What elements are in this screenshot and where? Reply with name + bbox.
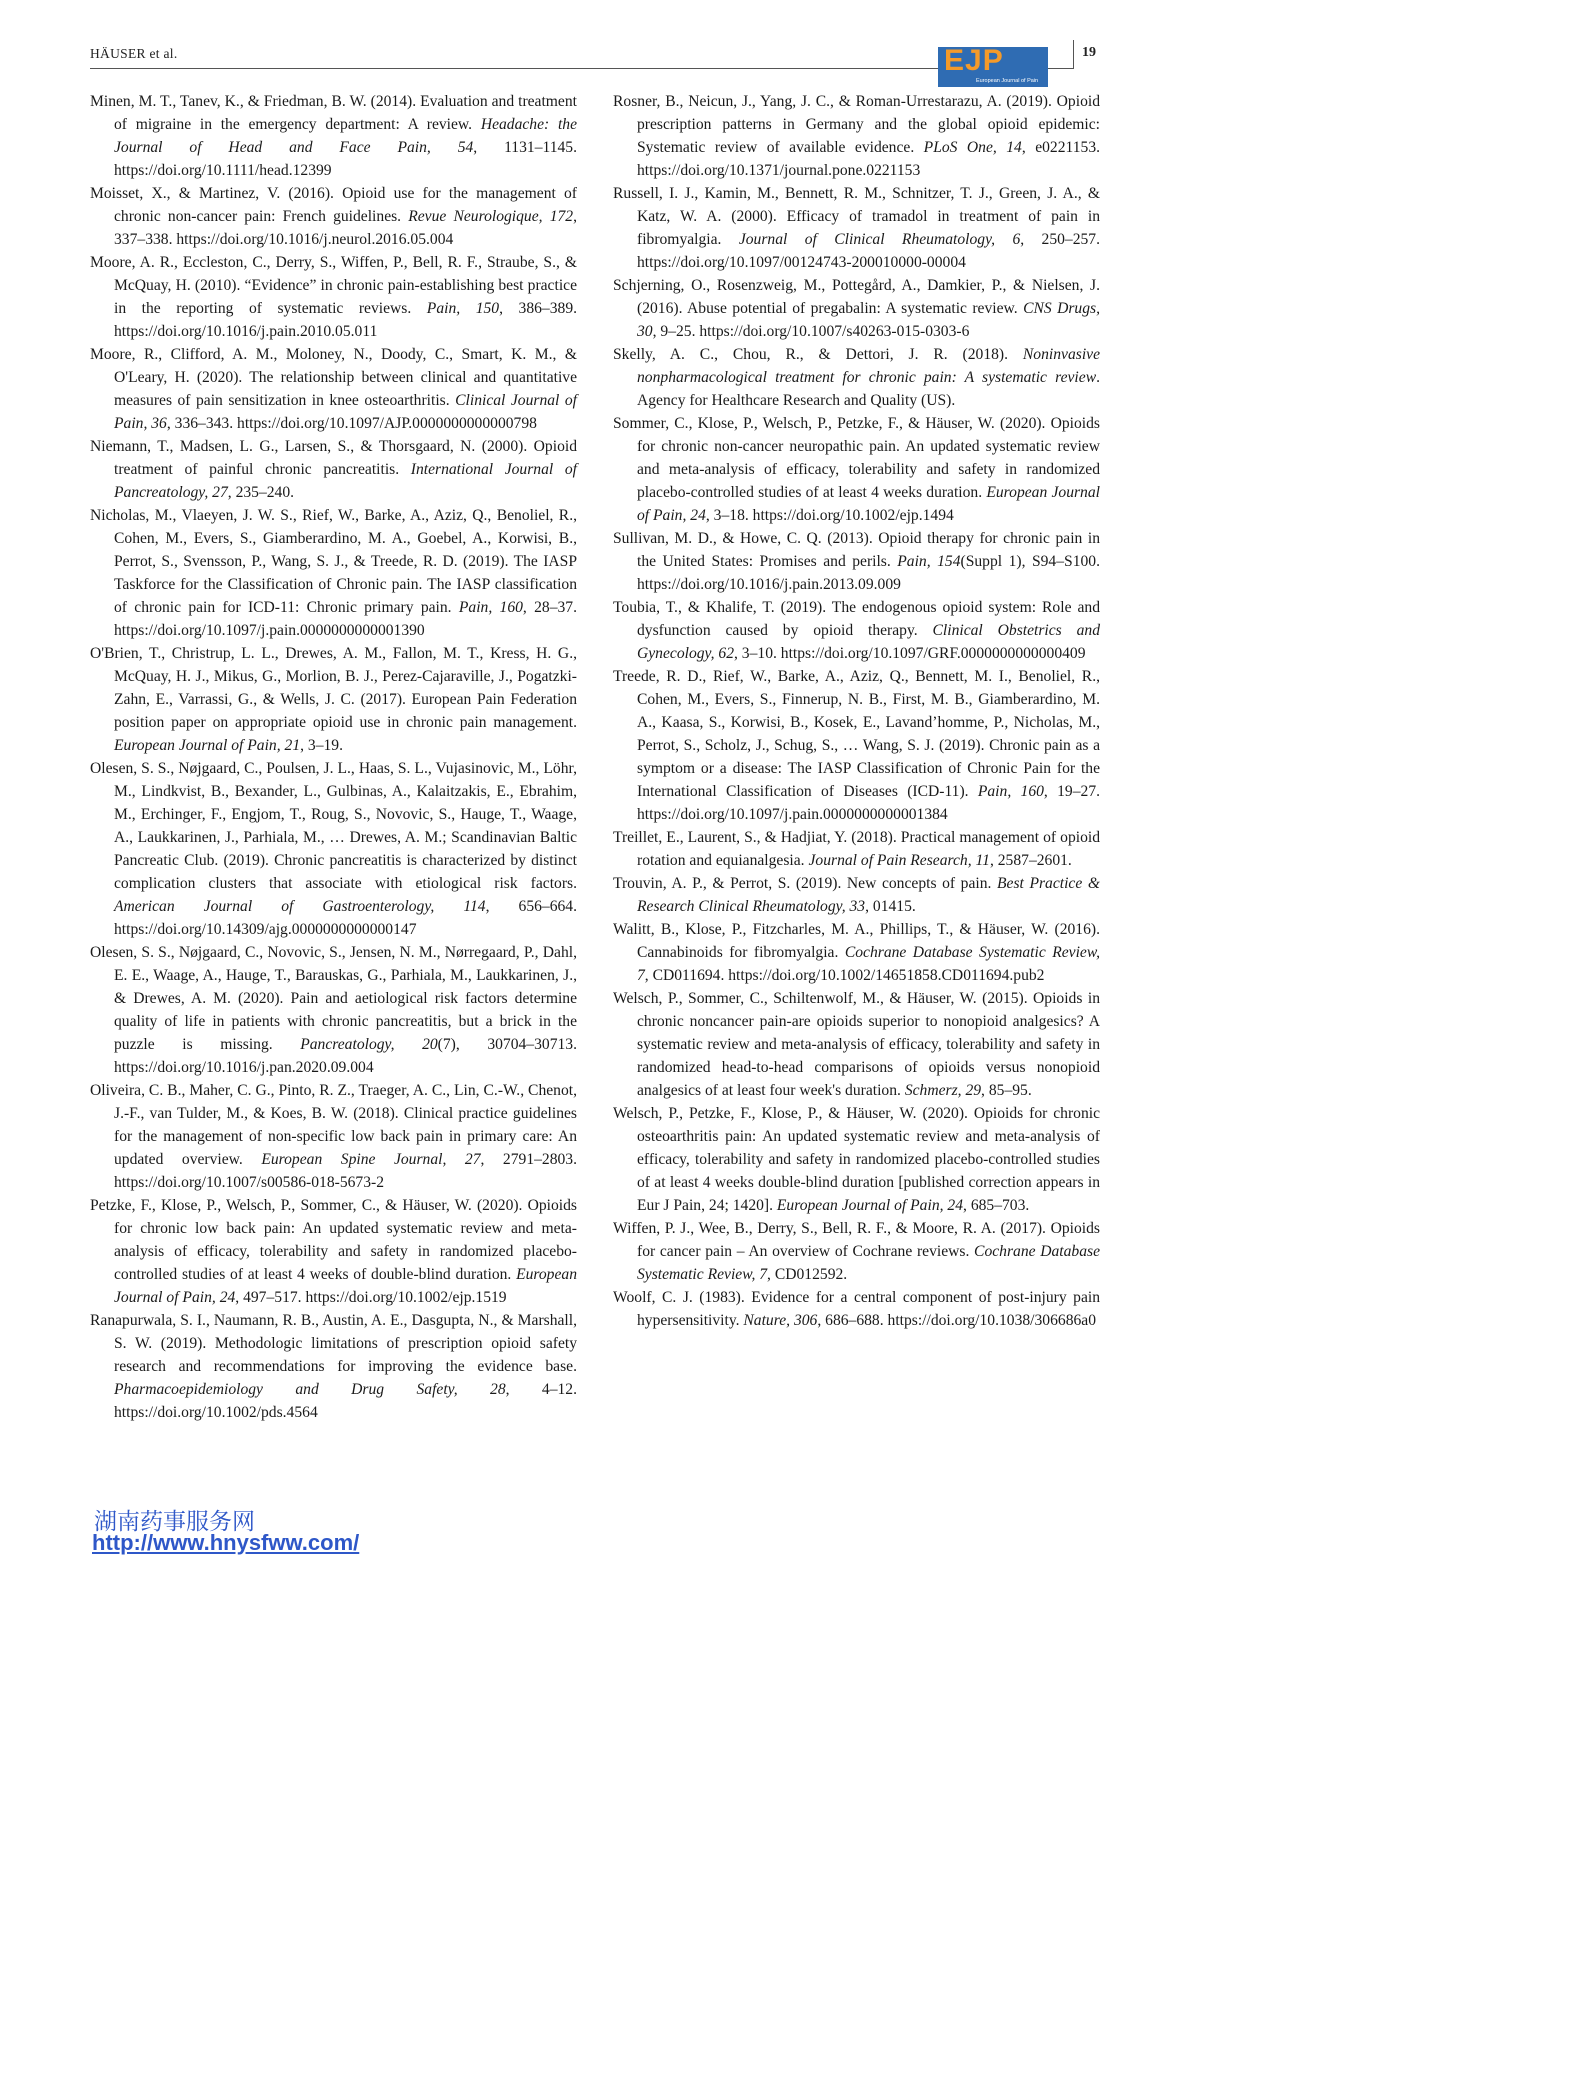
reference-text: Petzke, F., Klose, P., Welsch, P., Sommer, C., & Häuser, W. (2020). Opioids for chronic low back pain: An updated systematic review and meta-analysis of efficacy, tolerability and safety in randomized placebo-controlled studies of at least 4 weeks of double-blind duration. xyxy=(90,1197,577,1283)
reference-journal: American Journal of Gastroenterology xyxy=(114,898,431,915)
reference-pages-doi: , CD012592. xyxy=(767,1266,848,1283)
reference-text: Russell, I. J., Kamin, M., Bennett, R. M., Schnitzer, T. J., Green, J. A., & Katz, W. A. (2000). Efficacy of tramadol in treatment of pain in fibromyalgia. xyxy=(613,185,1100,248)
reference-text: Skelly, A. C., Chou, R., & Dettori, J. R. (2018). xyxy=(613,346,1023,363)
reference-separator: , xyxy=(426,139,458,156)
page-number: 19 xyxy=(1082,45,1096,60)
reference-entry xyxy=(90,941,577,1079)
reference-pages-doi: , 386–389. https://doi.org/10.1016/j.pain.2010.05.011 xyxy=(114,300,578,340)
reference-journal: European Journal of Pain xyxy=(114,1266,577,1306)
reference-pages-doi: , 28–37. https://doi.org/10.1097/j.pain.0000000000001390 xyxy=(114,599,577,639)
reference-entry xyxy=(613,274,1100,343)
reference-separator: , xyxy=(991,231,1013,248)
reference-pages-doi: , 686–688. https://doi.org/10.1038/306686a0 xyxy=(817,1312,1097,1329)
reference-text: Treillet, E., Laurent, S., & Hadjiat, Y. (2018). Practical management of opioid rotation and equianalgesia. xyxy=(613,829,1100,869)
reference-separator: , xyxy=(143,415,152,432)
reference-volume: 150 xyxy=(475,300,500,317)
journal-logo-subtitle: European Journal of Pain xyxy=(976,78,1039,84)
reference-separator: , xyxy=(926,553,938,570)
reference-volume: 6 xyxy=(1012,231,1021,248)
watermark-site-name: 湖南药事服务网 xyxy=(94,1509,255,1535)
reference-entry xyxy=(613,412,1100,527)
reference-separator: , xyxy=(682,507,691,524)
reference-pages-doi: , 235–240. xyxy=(227,484,295,501)
reference-volume: 27 xyxy=(464,1151,481,1168)
reference-volume: 27 xyxy=(212,484,228,501)
reference-journal: Pharmacoepidemiology and Drug Safety xyxy=(114,1381,454,1398)
reference-entry xyxy=(90,251,577,343)
reference-journal: European Journal of Pain xyxy=(114,737,277,754)
reference-volume: 172 xyxy=(549,208,574,225)
reference-journal: Best Practice & Research Clinical Rheumatology xyxy=(637,875,1100,915)
reference-volume: 7 xyxy=(759,1266,768,1283)
reference-entry xyxy=(90,757,577,941)
reference-pages-doi: , 497–517. https://doi.org/10.1002/ejp.1519 xyxy=(235,1289,507,1306)
reference-volume: 11 xyxy=(975,852,990,869)
reference-journal: CNS Drugs xyxy=(1023,300,1097,317)
reference-text: Niemann, T., Madsen, L. G., Larsen, S., & Thorsgaard, N. (2000). Opioid treatment of painful chronic pancreatitis. xyxy=(90,438,577,478)
reference-journal: Revue Neurologique xyxy=(408,208,539,225)
reference-journal: Pain xyxy=(458,599,489,616)
reference-journal: European Spine Journal xyxy=(261,1151,443,1168)
reference-volume: 36 xyxy=(151,415,167,432)
reference-separator: , xyxy=(710,645,719,662)
reference-entry xyxy=(613,987,1100,1102)
reference-separator: , xyxy=(1096,300,1100,317)
reference-pages-doi: , 01415. xyxy=(865,898,916,915)
reference-text: Ranapurwala, S. I., Naumann, R. B., Austin, A. E., Dasgupta, N., & Marshall, S. W. (2019). Methodologic limitations of prescription opioid safety research and recommendations for improving the evidence base. xyxy=(90,1312,577,1375)
reference-volume: 21 xyxy=(284,737,301,754)
reference-volume: 24 xyxy=(947,1197,964,1214)
journal-logo xyxy=(938,44,1048,87)
reference-journal: Journal of Pain Research xyxy=(808,852,968,869)
reference-pages-doi: , 1131–1145. https://doi.org/10.1111/head.12399 xyxy=(114,139,578,179)
reference-separator: , xyxy=(442,1151,465,1168)
reference-text: Wiffen, P. J., Wee, B., Derry, S., Bell, R. F., & Moore, R. A. (2017). Opioids for cancer pain – An overview of Cochrane reviews. xyxy=(613,1220,1100,1260)
references-left-column xyxy=(90,90,577,1424)
reference-text: Olesen, S. S., Nøjgaard, C., Poulsen, J. L., Haas, S. L., Vujasinovic, M., Löhr, M., Lindkvist, B., Bexander, L., Gulbinas, A., Kalaitzakis, E., Ebrahim, M., Erchinger, F., Engjom, T., Roug, S., Novovic, S., Hauge, T., Waage, A., Laukkarinen, J., Parhiala, M., … Drewes, A. M.; Scandinavian Baltic Pancreatic Club. (2019). Chronic pancreatitis is characterized by distinct complication clusters that associate with etiological risk factors. xyxy=(90,760,577,892)
reference-text: Olesen, S. S., Nøjgaard, C., Novovic, S., Jensen, N. M., Nørregaard, P., Dahl, E. E., Waage, A., Hauge, T., Barauskas, G., Parhiala, M., Laukkarinen, J., & Drewes, A. M. (2020). Pain and aetiological risk factors determine quality of life in patients with chronic pancreatitis, but a brick in the puzzle is missing. xyxy=(90,944,577,1053)
reference-text: Trouvin, A. P., & Perrot, S. (2019). New concepts of pain. xyxy=(613,875,998,892)
reference-text: Toubia, T., & Khalife, T. (2019). The endogenous opioid system: Role and dysfunction caused by opioid therapy. xyxy=(613,599,1100,639)
reference-journal: Cochrane Database Systematic Review xyxy=(637,1243,1101,1283)
reference-separator: , xyxy=(538,208,550,225)
reference-entry xyxy=(613,90,1100,182)
reference-volume: 62 xyxy=(718,645,734,662)
reference-entry xyxy=(613,1102,1100,1217)
reference-volume: 30 xyxy=(637,323,653,340)
reference-text: Welsch, P., Petzke, F., Klose, P., & Häuser, W. (2020). Opioids for chronic osteoarthritis pain: An updated systematic review and meta-analysis of efficacy, tolerability and safety in randomized placebo-controlled studies of at least 4 weeks double-blind duration [published correction appears in Eur J Pain, 24; 1420]. xyxy=(613,1105,1100,1214)
reference-text: O'Brien, T., Christrup, L. L., Drewes, A. M., Fallon, M. T., Kress, H. G., McQuay, H. J., Mikus, G., Morlion, B. J., Perez-Cajaraville, J., Pogatzki-Zahn, E., Varrassi, G., & Wells, J. C. (2017). European Pain Federation position paper on appropriate opioid use in chronic pain management. xyxy=(90,645,577,731)
reference-volume: 33 xyxy=(849,898,866,915)
reference-entry xyxy=(90,642,577,757)
reference-separator: , xyxy=(992,139,1007,156)
reference-text: Welsch, P., Sommer, C., Schiltenwolf, M., & Häuser, W. (2015). Opioids in chronic noncancer pain-are opioids superior to nonopioid analgesics? A systematic review and meta-analysis of efficacy, tolerability and safety in randomized head-to-head comparisons of opioids versus nonopioid analgesics of at least four week's duration. xyxy=(613,990,1100,1099)
reference-journal: Pain xyxy=(897,553,927,570)
reference-separator: , xyxy=(1096,944,1100,961)
reference-volume: 7 xyxy=(637,967,645,984)
reference-text: Oliveira, C. B., Maher, C. G., Pinto, R. Z., Traeger, A. C., Lin, C.-W., Chenot, J.-F., van Tulder, M., & Koes, B. W. (2018). Clinical practice guidelines for the management of non-specific low back pain in primary care: An updated overview. xyxy=(90,1082,577,1168)
reference-entry xyxy=(90,504,577,642)
reference-separator: , xyxy=(939,1197,948,1214)
reference-text: Treede, R. D., Rief, W., Barke, A., Aziz, Q., Bennett, M. I., Benoliel, R., Cohen, M., Evers, S., Finnerup, N. B., First, M. B., Giamberardino, M. A., Kaasa, S., Korwisi, B., Kosek, E., Lavand’homme, P., Nicholas, M., Perrot, S., Scholz, J., Schug, S., … Wang, S. J. (2019). Chronic pain as a symptom or a disease: The IASP Classification of Chronic Pain for the International Classification of Diseases (ICD-11). xyxy=(613,668,1100,800)
running-header-author: HÄUSER et al. xyxy=(90,46,178,61)
reference-journal: Clinical Obstetrics and Gynecology xyxy=(637,622,1100,662)
references-right-column xyxy=(613,90,1100,1332)
watermark-url-link[interactable]: http://www.hnysfww.com/ xyxy=(92,1530,360,1555)
reference-pages-doi: , 4–12. https://doi.org/10.1002/pds.4564 xyxy=(114,1381,577,1421)
reference-volume: 154 xyxy=(937,553,961,570)
reference-volume: 306 xyxy=(793,1312,818,1329)
reference-pages-doi: , 2587–2601. xyxy=(989,852,1072,869)
reference-volume: 160 xyxy=(499,599,523,616)
reference-entry xyxy=(613,665,1100,826)
reference-separator: , xyxy=(276,737,285,754)
reference-journal: Noninvasive nonpharmacological treatment for chronic pain: A systematic review xyxy=(637,346,1100,386)
reference-pages-doi: , 336–343. https://doi.org/10.1097/AJP.0000000000000798 xyxy=(166,415,537,432)
reference-pages-doi: , 19–27. https://doi.org/10.1097/j.pain.0000000000001384 xyxy=(637,783,1101,823)
reference-journal: Clinical Journal of Pain xyxy=(114,392,578,432)
reference-separator: , xyxy=(751,1266,760,1283)
reference-journal: Nature xyxy=(743,1312,787,1329)
reference-volume: 14 xyxy=(1006,139,1022,156)
reference-entry xyxy=(90,182,577,251)
reference-text: Woolf, C. J. (1983). Evidence for a central component of post-injury pain hypersensitivity. xyxy=(613,1289,1100,1329)
reference-journal: Journal of Clinical Rheumatology xyxy=(738,231,992,248)
reference-journal: International Journal of Pancreatology xyxy=(114,461,577,501)
reference-pages-doi: , 656–664. https://doi.org/10.14309/ajg.0000000000000147 xyxy=(114,898,577,938)
reference-text: Minen, M. T., Tanev, K., & Friedman, B. W. (2014). Evaluation and treatment of migraine in the emergency department: A review. xyxy=(90,93,577,133)
header-rule xyxy=(90,68,1074,69)
reference-volume: 28 xyxy=(490,1381,506,1398)
reference-entry xyxy=(90,90,577,182)
reference-pages-doi: , 337–338. https://doi.org/10.1016/j.neurol.2016.05.004 xyxy=(114,208,577,248)
reference-entry xyxy=(613,527,1100,596)
reference-journal: Pancreatology xyxy=(300,1036,391,1053)
reference-entry xyxy=(613,343,1100,412)
reference-separator: , xyxy=(204,484,213,501)
reference-pages-doi: , 9–25. https://doi.org/10.1007/s40263-015-0303-6 xyxy=(652,323,970,340)
reference-volume: 29 xyxy=(965,1082,982,1099)
reference-separator: , xyxy=(957,1082,966,1099)
reference-pages-doi: , 85–95. xyxy=(981,1082,1032,1099)
reference-journal: Cochrane Database Systematic Review xyxy=(844,944,1097,961)
reference-volume: 54 xyxy=(457,139,474,156)
reference-entry xyxy=(613,596,1100,665)
reference-journal: European Journal of Pain xyxy=(637,484,1100,524)
reference-separator: , xyxy=(841,898,850,915)
reference-separator: , xyxy=(430,898,464,915)
reference-journal: European Journal of Pain xyxy=(776,1197,940,1214)
reference-text: Moore, A. R., Eccleston, C., Derry, S., Wiffen, P., Bell, R. F., Straube, S., & McQuay, H. (2010). “Evidence” in chronic pain-establishing best practice in the reporting of systematic reviews. xyxy=(90,254,577,317)
reference-entry xyxy=(613,918,1100,987)
reference-entry xyxy=(613,182,1100,274)
reference-entry xyxy=(613,872,1100,918)
reference-pages-doi: , 250–257. https://doi.org/10.1097/00124743-200010000-00004 xyxy=(637,231,1101,271)
reference-pages-doi: , 685–703. xyxy=(963,1197,1030,1214)
reference-journal: Pain xyxy=(977,783,1008,800)
reference-separator: , xyxy=(453,1381,491,1398)
reference-text: Walitt, B., Klose, P., Fitzcharles, M. A., Phillips, T., & Häuser, W. (2016). Cannabinoids for fibromyalgia. xyxy=(613,921,1100,961)
reference-volume: 20 xyxy=(422,1036,438,1053)
reference-entry xyxy=(90,1079,577,1194)
reference-text: Rosner, B., Neicun, J., Yang, J. C., & Roman-Urrestarazu, A. (2019). Opioid prescription patterns in Germany and the global opioid epidemic: Systematic review of available evidence. xyxy=(613,93,1100,156)
reference-entry xyxy=(90,435,577,504)
reference-pages-doi: (7), 30704–30713. https://doi.org/10.1016/j.pan.2020.09.004 xyxy=(114,1036,577,1076)
reference-pages-doi: , 2791–2803. https://doi.org/10.1007/s00586-018-5673-2 xyxy=(114,1151,577,1191)
reference-pages-doi: , 3–10. https://doi.org/10.1097/GRF.0000000000000409 xyxy=(734,645,1086,662)
reference-text: Sullivan, M. D., & Howe, C. Q. (2013). Opioid therapy for chronic pain in the United States: Promises and perils. xyxy=(613,530,1100,570)
reference-entry xyxy=(613,1286,1100,1332)
reference-volume: 24 xyxy=(219,1289,236,1306)
reference-pages-doi: (Suppl 1), S94–S100. https://doi.org/10.1016/j.pain.2013.09.009 xyxy=(637,553,1100,593)
reference-separator: , xyxy=(456,300,476,317)
reference-entry xyxy=(90,1309,577,1424)
reference-text: Schjerning, O., Rosenzweig, M., Pottegård, A., Damkier, P., & Nielsen, J. (2016). Abuse potential of pregabalin: A systematic review. xyxy=(613,277,1100,317)
reference-separator: , xyxy=(211,1289,220,1306)
reference-journal: Pain xyxy=(426,300,457,317)
reference-pages-doi: , 3–19. xyxy=(300,737,343,754)
reference-entry xyxy=(613,826,1100,872)
reference-pages-doi: , CD011694. https://doi.org/10.1002/14651858.CD011694.pub2 xyxy=(644,967,1045,984)
reference-separator: , xyxy=(390,1036,423,1053)
reference-text: Sommer, C., Klose, P., Welsch, P., Petzke, F., & Häuser, W. (2020). Opioids for chronic non-cancer neuropathic pain. An updated systematic review and meta-analysis of efficacy, tolerability and safety in randomized placebo-controlled studies of at least 4 weeks duration. xyxy=(613,415,1100,501)
reference-separator: , xyxy=(1007,783,1021,800)
journal-logo-text: EJP xyxy=(944,44,1004,77)
reference-journal: Schmerz xyxy=(904,1082,958,1099)
reference-pages-doi: , 3–18. https://doi.org/10.1002/ejp.1494 xyxy=(705,507,954,524)
reference-journal: Headache: the Journal of Head and Face Pain xyxy=(114,116,577,156)
reference-separator: , xyxy=(786,1312,794,1329)
reference-volume: 160 xyxy=(1020,783,1044,800)
reference-separator: , xyxy=(488,599,500,616)
reference-entry xyxy=(613,1217,1100,1286)
reference-text: Nicholas, M., Vlaeyen, J. W. S., Rief, W., Barke, A., Aziz, Q., Benoliel, R., Cohen, M., Evers, S., Giamberardino, M. A., Goebel, A., Korwisi, B., Perrot, S., Svensson, P., Wang, S. J., & Treede, R. D. (2019). The IASP Taskforce for the Classification of Chronic pain. The IASP classification of chronic pain for ICD-11: Chronic primary pain. xyxy=(90,507,577,616)
reference-pages-doi: . Agency for Healthcare Research and Quality (US). xyxy=(637,369,1100,409)
page-number-separator xyxy=(1073,40,1074,68)
reference-separator: , xyxy=(967,852,976,869)
reference-entry xyxy=(90,1194,577,1309)
reference-pages-doi: , e0221153. https://doi.org/10.1371/journal.pone.0221153 xyxy=(637,139,1101,179)
reference-entry xyxy=(90,343,577,435)
reference-volume: 114 xyxy=(463,898,486,915)
reference-volume: 24 xyxy=(690,507,706,524)
reference-journal: PLoS One xyxy=(923,139,993,156)
reference-text: Moisset, X., & Martinez, V. (2016). Opioid use for the management of chronic non-cancer pain: French guidelines. xyxy=(90,185,577,225)
reference-text: Moore, R., Clifford, A. M., Moloney, N., Doody, C., Smart, K. M., & O'Leary, H. (2020). The relationship between clinical and quantitative measures of pain sensitization in knee osteoarthritis. xyxy=(90,346,577,409)
